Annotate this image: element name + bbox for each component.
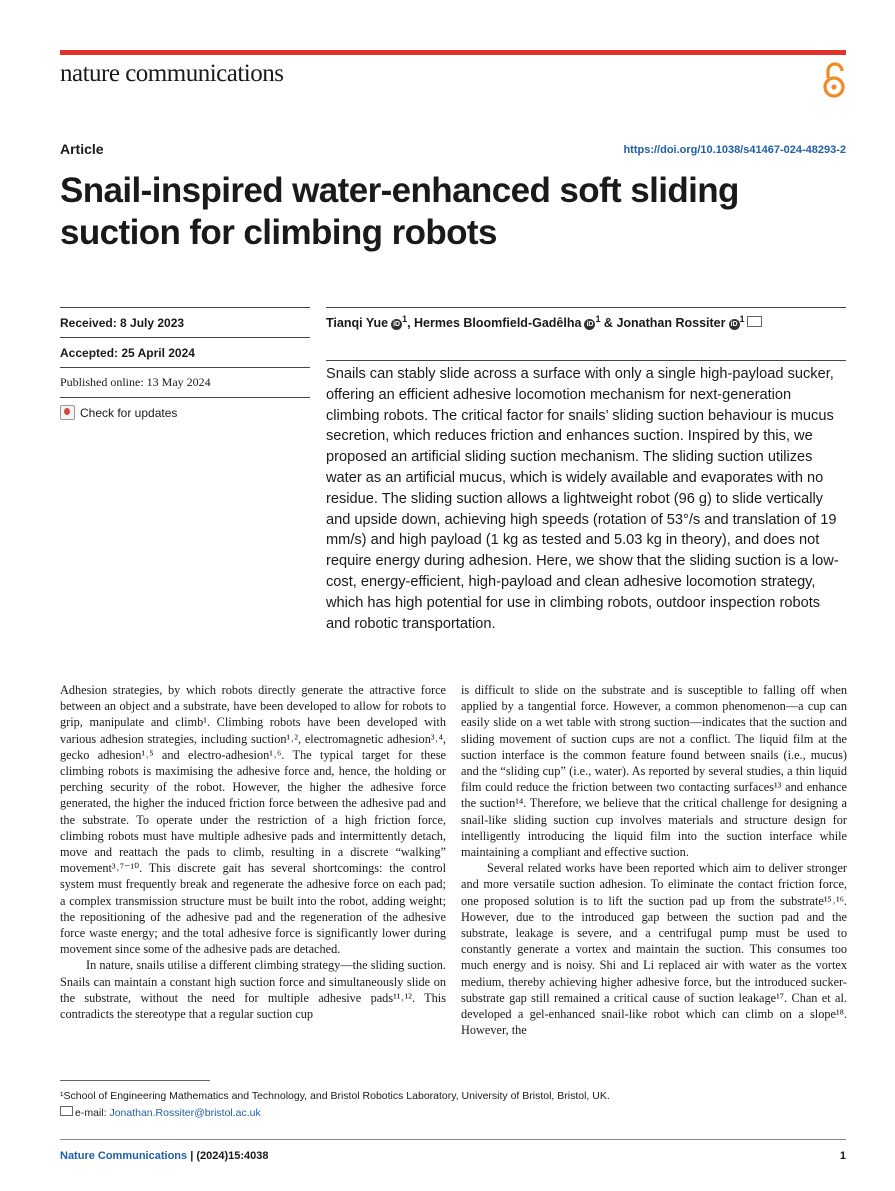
email-footnote: e-mail: Jonathan.Rossiter@bristol.ac.uk	[60, 1106, 261, 1119]
check-updates-icon	[60, 405, 75, 420]
author-name[interactable]: Hermes Bloomfield-Gadêlha	[414, 316, 582, 330]
received-date: Received: 8 July 2023	[60, 307, 310, 337]
check-updates-button[interactable]: Check for updates	[60, 397, 310, 427]
body-paragraph: In nature, snails utilise a different climbing strategy—the sliding suction. Snails can maintain a constant high suction force and simultaneously slide on the substrate, without the need for multiple adhesive pads¹¹˒¹². This contradicts the stereotype that a regular suction cup	[60, 958, 446, 1022]
published-date: Published online: 13 May 2024	[60, 367, 310, 397]
open-access-icon	[820, 61, 848, 99]
affiliation-footnote: ¹School of Engineering Mathematics and Technology, and Bristol Robotics Laboratory, University of Bristol, Bristol, UK.	[60, 1090, 610, 1102]
body-column-left	[60, 682, 446, 1022]
body-paragraph: Several related works have been reported which aim to deliver stronger and more versatile suction adhesion. To eliminate the contact friction force, one proposed solution is to lift the suction pad up from the substrate¹⁵˒¹⁶. However, due to the introduced gap between the suction pad and the substrate, leakage is severe, and a centrifugal pump must be used to constantly generate a vortex and maintain the suction. This consumes too much energy and is noisy. Shi and Li replaced air with water as the vortex medium, thereby achieving higher adhesive force, but the introduced sucker-substrate gap still remained a critical cause of suction leakage¹⁷. Chan et al. developed a gel-enhanced snail-like robot which can climb on a slope¹⁸. However, the	[461, 861, 847, 1038]
journal-name: nature communications	[60, 60, 284, 87]
footnote-divider	[60, 1080, 210, 1081]
footer-journal-name[interactable]: Nature Communications	[60, 1150, 188, 1162]
author-list: Tianqi Yue $iD^1$, Hermes Bloomfield-Gadêlha $iD^1$ & Jonathan Rossiter $iD^1$	[326, 307, 846, 330]
article-title: Snail-inspired water-enhanced soft sliding suction for climbing robots	[60, 171, 739, 252]
mail-icon[interactable]	[747, 316, 762, 327]
author-name[interactable]: Tianqi Yue	[326, 316, 389, 330]
author-name[interactable]: Jonathan Rossiter	[616, 316, 726, 330]
article-type: Article	[60, 141, 104, 157]
accepted-date: Accepted: 25 April 2024	[60, 337, 310, 367]
abstract: Snails can stably slide across a surface with only a single high-payload sucker, offering an efficient adhesive locomotion mechanism for next-generation climbing robots. The critical factor for snails’ sliding suction behaviour is mucus secretion, which reduces friction and enhances suction. Inspired by this, we proposed an artificial sliding suction mechanism. The sliding suction utilizes water as an artificial mucus, which is widely available and evaporates with no residue. The sliding suction allows a lightweight robot (96 g) to slide vertically and upside down, achieving high speeds (rotation of 53°/s and translation of 19 mm/s) and high payload (1 kg as tested and 5.03 kg in theory), and does not require energy during adhesion. Here, we show that the sliding suction is a low-cost, energy-efficient, high-payload and clean adhesive locomotion strategy, which has high potential for use in climbing robots, outdoor inspection robots and robotic transportation.	[326, 366, 839, 632]
body-column-right	[461, 682, 847, 1038]
footer-divider	[60, 1139, 846, 1140]
orcid-icon[interactable]: iD	[730, 321, 738, 328]
orcid-icon[interactable]: iD	[586, 321, 594, 328]
journal-citation: Nature Communications | (2024)15:4038	[60, 1150, 269, 1162]
article-metadata	[60, 307, 310, 427]
mail-icon	[60, 1106, 73, 1116]
body-paragraph: Adhesion strategies, by which robots directly generate the attractive force between an object and a substrate, have been developed to allow for robots to grip, manipulate and climb¹. Climbing robots have been developed with various adhesion strategies, including suction¹˒², electromagnetic adhesion³˒⁴, gecko adhesion¹˒⁵ and electro-adhesion¹˒⁶. The typical target for these climbing robots is maximising the adhesive force and, hence, the holding or perching security of the robot. However, the higher the adhesive force generated, the higher the induced friction force between the adhesive pad and the substrate. To operate under the restriction of a high friction force, climbing robots must have multiple adhesive pads and intermittently detach, move and reattach the pads to climb, resulting in a discrete “walking” movement³˒⁷⁻¹⁰. This discrete gait has several shortcomings: the control system must frequently break and regenerate the adhesive force on each pad; a complex transmission structure must be built into the robot, adding weight; the repositioning of the adhesive pad and the regeneration of the adhesive force waste energy; and the total adhesive force is significantly lower during movement since some of the adhesive pads are detached.	[60, 683, 446, 957]
email-link[interactable]: Jonathan.Rossiter@bristol.ac.uk	[109, 1107, 261, 1119]
page-number: 1	[839, 1150, 846, 1162]
abstract-divider	[326, 360, 846, 361]
header-accent-bar	[60, 50, 846, 55]
doi-link[interactable]: https://doi.org/10.1038/s41467-024-48293-2	[623, 144, 846, 156]
body-paragraph: is difficult to slide on the substrate and is susceptible to falling off when applied by a tangential force. However, a common phenomenon—a cup can easily slide on a wet table with strong suction—indicates that the suction and sliding movement of suction cups are not a conflict. The liquid film at the suction interface is the common feature found between snails (i.e., mucus) and the “sliding cup” (i.e., water). As reported by several studies, a thin liquid film could reduce the friction between two contacting surfaces¹³ and enhance the suction¹⁴. Therefore, we believe that the critical challenge for designing a snail-like sliding suction cup involves materials and structure design for intelligently introducing the liquid film into the suction interface while maintaining a compliant and effective suction.	[461, 683, 847, 860]
orcid-icon[interactable]: iD	[393, 321, 401, 328]
